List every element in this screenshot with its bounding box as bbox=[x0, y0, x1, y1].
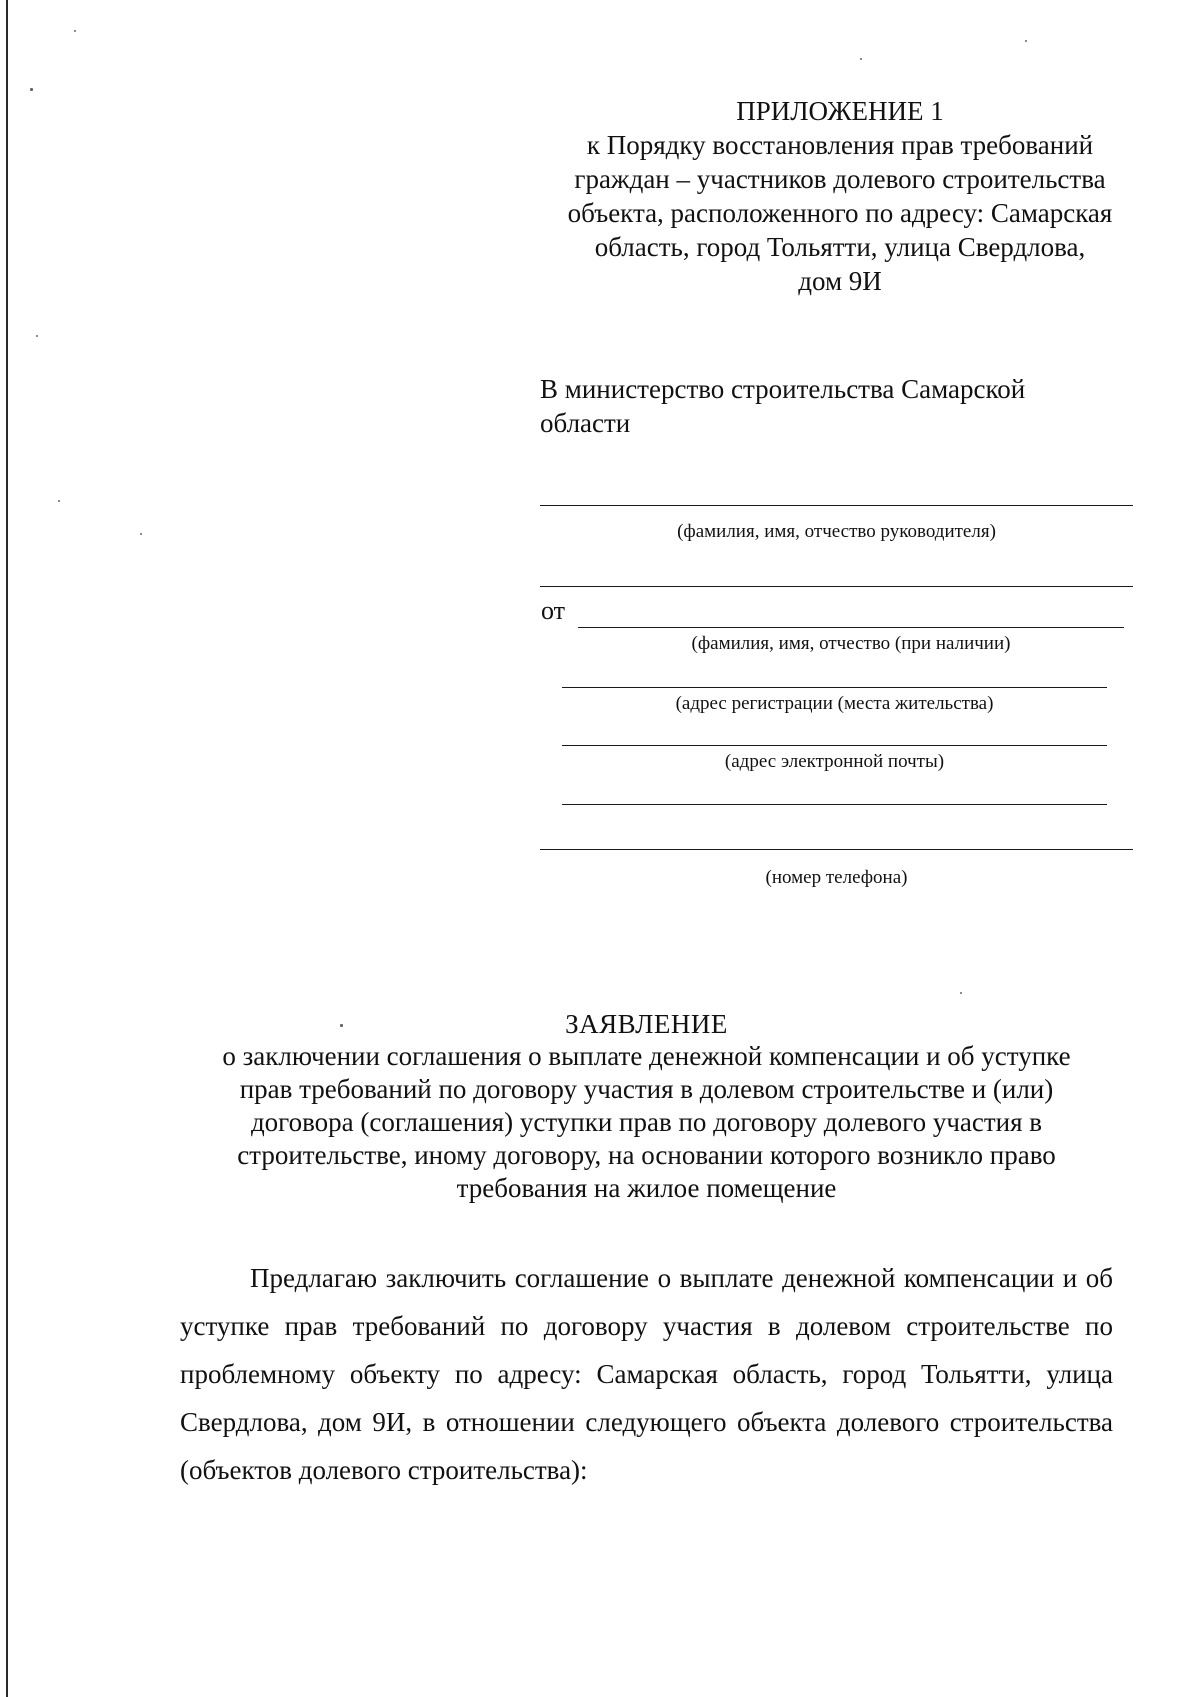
address-caption: (адрес регистрации (места жительства) bbox=[675, 693, 994, 714]
page-left-edge bbox=[6, 0, 8, 1697]
scan-speck bbox=[36, 335, 38, 337]
appendix-heading: ПРИЛОЖЕНИЕ 1 bbox=[736, 96, 944, 126]
head-name-caption: (фамилия, имя, отчество руководителя) bbox=[677, 521, 996, 542]
scan-speck bbox=[74, 30, 76, 32]
phone-line bbox=[540, 849, 1133, 850]
scan-speck bbox=[30, 88, 33, 91]
recipient-block bbox=[540, 372, 1100, 440]
subtitle-line: строительстве, иному договору, на основании которого возникло право bbox=[237, 1140, 1056, 1170]
from-label: от bbox=[541, 596, 566, 625]
address-line bbox=[562, 687, 1107, 688]
appendix-line: граждан – участников долевого строительства bbox=[574, 164, 1106, 194]
subtitle-line: договора (соглашения) уступки прав по договору долевого участия в bbox=[250, 1107, 1043, 1137]
email-line-2 bbox=[562, 804, 1107, 805]
phone-caption: (номер телефона) bbox=[765, 867, 908, 888]
subtitle-line: требования на жилое помещение bbox=[456, 1173, 837, 1203]
email-caption: (адрес электронной почты) bbox=[724, 751, 945, 772]
scan-speck bbox=[860, 58, 862, 60]
applicant-name-caption: (фамилия, имя, отчество (при наличии) bbox=[691, 633, 1011, 654]
scan-speck bbox=[1025, 40, 1027, 42]
recipient-line: области bbox=[540, 408, 631, 438]
statement-body: Предлагаю заключить соглашение о выплате денежной компенсации и об уступке прав требований по договору участия в долевом строительстве по проблемному объекту по адресу: Самарская область, город Тольятти, улица Свердлова, дом 9И, в отношении следующего объекта долевого строительства (объектов долевого строительства): bbox=[180, 1263, 1113, 1485]
head-name-line-2 bbox=[540, 586, 1133, 587]
head-name-line bbox=[540, 505, 1133, 506]
scan-speck bbox=[58, 500, 60, 502]
applicant-name-line bbox=[578, 627, 1124, 628]
appendix-line: к Порядку восстановления прав требований bbox=[586, 130, 1094, 160]
subtitle-line: о заключении соглашения о выплате денежной компенсации и об уступке bbox=[222, 1041, 1071, 1071]
recipient-line: В министерство строительства Самарской bbox=[540, 374, 1026, 404]
scan-speck bbox=[140, 533, 142, 535]
appendix-line: объекта, расположенного по адресу: Самарская bbox=[567, 198, 1113, 228]
scan-speck bbox=[960, 992, 962, 994]
subtitle-line: прав требований по договору участия в долевом строительстве и (или) bbox=[239, 1074, 1054, 1104]
appendix-line: область, город Тольятти, улица Свердлова, bbox=[594, 232, 1086, 262]
email-line bbox=[562, 745, 1107, 746]
appendix-block bbox=[540, 94, 1140, 298]
appendix-line: дом 9И bbox=[798, 266, 882, 296]
statement-subtitle bbox=[180, 1040, 1113, 1205]
statement-title: ЗАЯВЛЕНИЕ bbox=[565, 1009, 728, 1039]
